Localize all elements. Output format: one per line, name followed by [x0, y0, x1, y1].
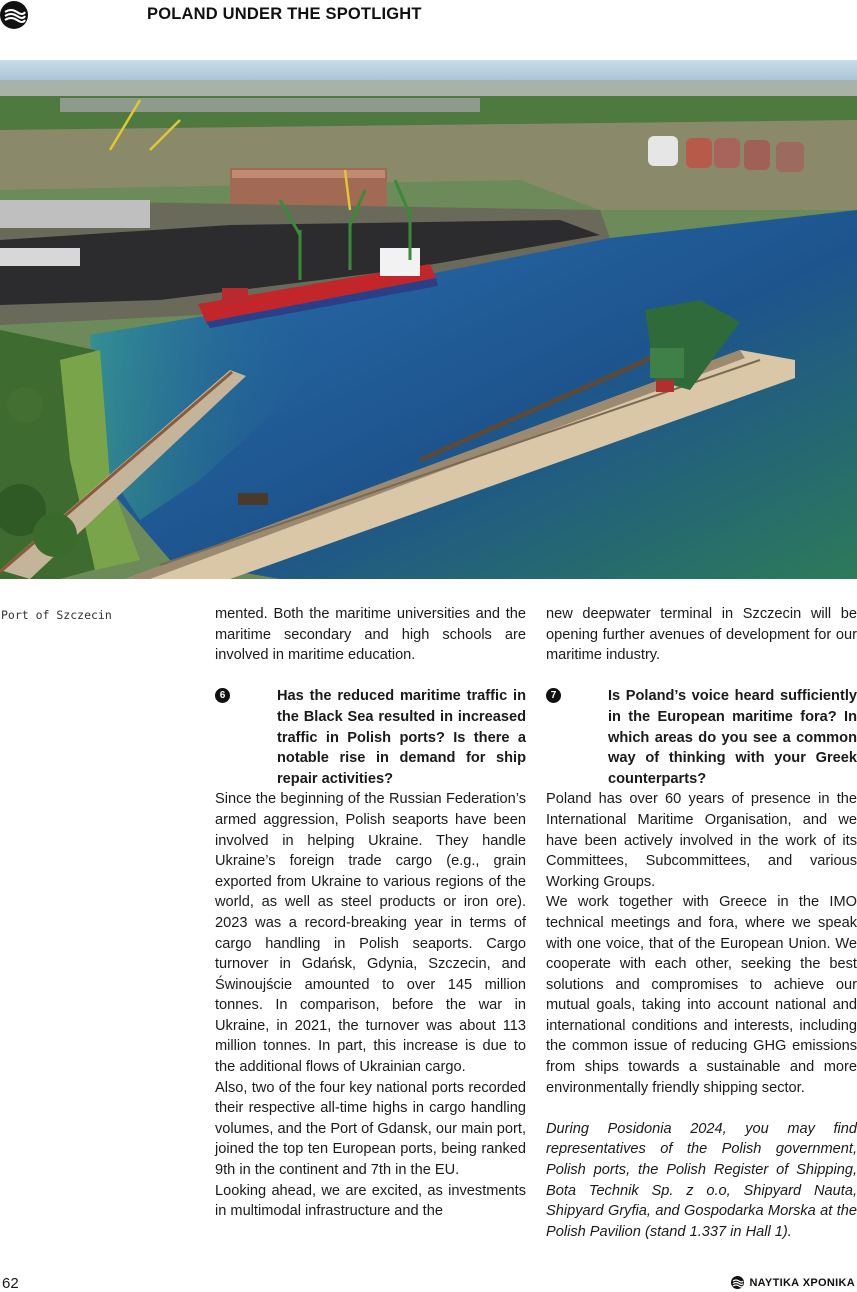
wave-logo-icon [731, 1276, 744, 1289]
closing-note: During Posidonia 2024, you may find representatives of the Polish government, Polish ports, the Polish Register of Shipping, Bota Technik Sp. z o.o, Shipyard Nauta, Shipyard Gryfia, and Gospodarka Morska at the Polish Pavilion (stand 1.337 in Hall 1). [546, 1120, 857, 1240]
footer-brand [731, 1276, 855, 1289]
photo-caption: Port of Szczecin [1, 608, 112, 622]
question-number-badge: 7 [546, 688, 561, 703]
section-title: POLAND UNDER THE SPOTLIGHT [147, 5, 422, 23]
question-7 [546, 686, 857, 789]
answer-6-paragraph-2: Also, two of the four key national ports recorded their respective all-time highs in cargo handling volumes, and the Port of Gdansk, our main port, joined the top ten European ports, being ranked 9th in the continent and 7th in the EU. [215, 1079, 526, 1179]
text-column-1 [215, 604, 526, 1222]
column-2-intro: new deepwater terminal in Szczecin will be opening further avenues of development for our maritime industry. [546, 606, 857, 664]
answer-6-paragraph-1: Since the beginning of the Russian Federation’s armed aggression, Polish seaports have been involved in helping Ukraine. They handle Ukraine’s foreign trade cargo (e.g., grain exported from Ukraine to various regions of the world, as well as steel products or iron ore). 2023 was a record-breaking year in terms of cargo handling in Polish seaports. Cargo turnover in Gdańsk, Gdynia, Szczecin, and Świnoujście amounted to over 145 million tonnes. In comparison, before the war in Ukraine, in 2021, the turnover was about 113 million tonnes. In part, this increase is due to the additional flows of Ukrainian cargo. [215, 791, 526, 1076]
answer-7-paragraph-1: Poland has over 60 years of presence in the International Maritime Organisation, and we have been actively involved in the work of its Committees, Subcommittees, and various Working Groups. [546, 791, 857, 890]
footer-brand-name: ΝΑΥΤΙΚΑ ΧΡΟΝΙΚΑ [749, 1276, 855, 1289]
text-column-2 [546, 604, 857, 1242]
question-7-text: Is Poland’s voice heard sufficiently in the European maritime fora? In which areas do you see a common way of thinking with your Greek counterparts? [608, 688, 857, 787]
question-6 [215, 686, 526, 789]
page-number: 62 [2, 1275, 19, 1292]
answer-7-paragraph-2: We work together with Greece in the IMO technical meetings and fora, where we speak with one voice, that of the European Union. We cooperate with each other, seeking the best solutions and compromises to achieve our mutual goals, taking into account national and international conditions and interests, including the common issue of reducing GHG emissions from ships towards a sustainable and more environmentally friendly shipping sector. [546, 894, 857, 1096]
wave-logo-icon [0, 1, 28, 29]
column-1-intro: mented. Both the maritime universities and the maritime secondary and high schools are involved in maritime education. [215, 606, 526, 664]
question-number-badge: 6 [215, 688, 230, 703]
port-aerial-photo [0, 60, 857, 579]
answer-6-paragraph-3: Looking ahead, we are excited, as investments in multimodal infrastructure and the [215, 1182, 526, 1220]
question-6-text: Has the reduced maritime traffic in the Black Sea resulted in increased traffic in Polish ports? Is there a notable rise in demand for ship repair activities? [277, 688, 526, 787]
